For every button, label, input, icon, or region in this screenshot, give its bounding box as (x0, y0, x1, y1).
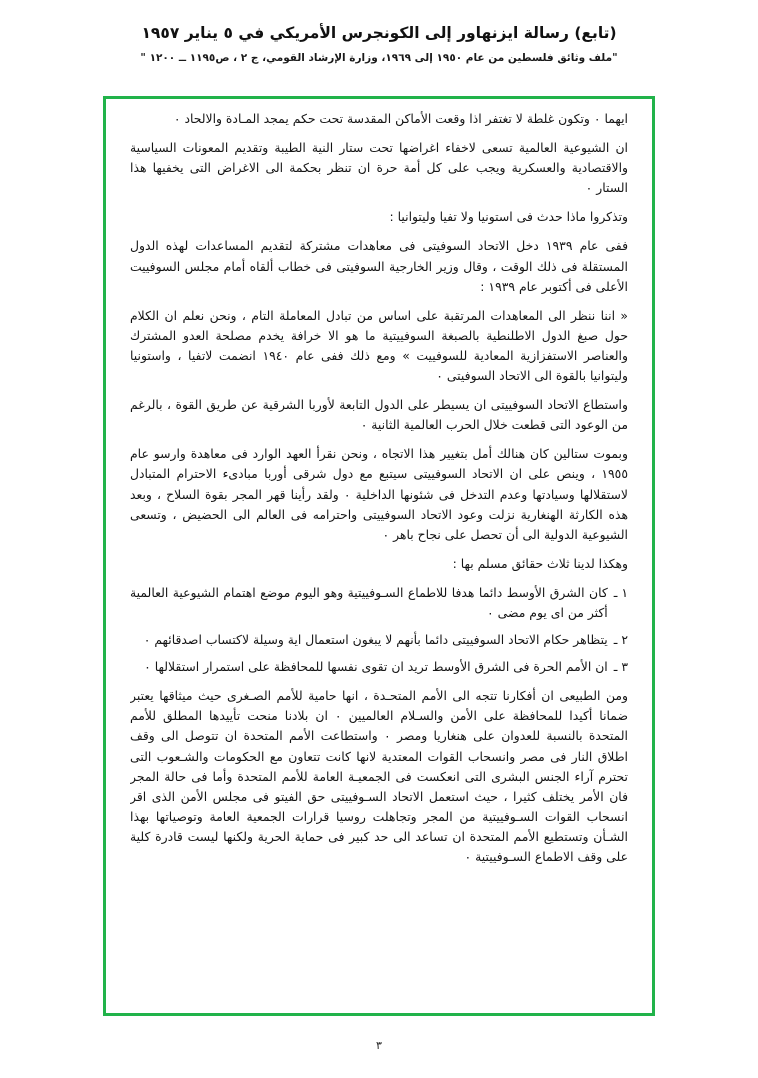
list-item-text: يتظاهر حكام الاتحاد السوفييتى دائما بأنهم لا يبغون استعمال اية وسيلة لاكتساب اصدقائهم ٠ (143, 632, 608, 648)
paragraph: ان الشيوعية العالمية تسعى لاخفاء اغراضها تحت ستار النية الطيبة وتقديم المعونات السياسية والاقتصادية والعسكرية ويجب على كل أمة حرة ان تنظر بحكمة الى الاغراض التى يخفيها هذا الستار ٠ (130, 140, 628, 196)
paragraph: وتذكروا ماذا حدث فى استونيا ولا تفيا وليتوانيا : (389, 209, 628, 225)
document-source-note: "ملف وثائق فلسطين من عام ١٩٥٠ إلى ١٩٦٩، وزارة الإرشاد القومي، ج ٢ ، ص١١٩٥ ــ ١٢٠٠ " (140, 52, 618, 65)
list-item-marker: ١ ـ (613, 584, 628, 600)
numbered-list (130, 583, 628, 677)
paragraph: وهكذا لدينا ثلاث حقائق مسلم بها : (452, 555, 628, 571)
list-item-text: كان الشرق الأوسط دائما هدفا للاطماع السـوفييتية وهو اليوم موضع اهتمام الشيوعية العالمية أكثر من اى يوم مضى ٠ (130, 584, 608, 620)
paragraph: ومن الطبيعى ان أفكارنا تتجه الى الأمم المتحـدة ، انها حامية للأمم الصـغرى حيث ميثاقها يعتبر ضمانا أكيدا للمحافظة على الأمن والسـلام العالميين ٠ ان بلادنا منحت تأييدها المطلق للأمم المتحدة بالنسبة للعدوان على هنغاريا ومصر ٠ واستطاعت الأمم المتحدة ان تتوصل الى وقف اطلاق النار فى مصر وانسحاب القوات المعتدية لانها كانت تتعاون مع الحكومات والشـعوب التى تحترم آراء الجنس البشرى التى انعكست فى الجمعيـة العامة للأمم المتحدة وأما فى حالة المجر فان الأمر يختلف كثيرا ، حيث استعمل الاتحاد السـوفييتى حق الفيتو فى مجلس الأمن الذى اقر انسحاب القوات السـوفييتية من المجر وتجاهلت روسيا قرارات الجمعية العامة وتوصياتها بهذا الشـأن وتستطيع الأمم المتحدة ان تساعد الى حد كبير فى حماية الحرية ولكنها ليست قادرة كلية على وقف الاطماع السـوفييتية ٠ (130, 688, 628, 864)
document-body (130, 107, 628, 1005)
list-item-marker: ٢ ـ (613, 632, 628, 648)
paragraph: واستطاع الاتحاد السوفييتى ان يسيطر على الدول التابعة لأوربا الشرقية عن طريق القوة ، بالرغم من الوعود التى قطعت خلال الحرب العالمية الثانية ٠ (130, 397, 628, 433)
document-title: (تابع) رسالة ايزنهاور إلى الكونجرس الأمريكي في ٥ يناير ١٩٥٧ (141, 24, 617, 42)
paragraph: ايهما ٠ وتكون غلطة لا تغتفر اذا وقعت الأماكن المقدسة تحت حكم يمجد المـادة والالحاد ٠ (173, 111, 628, 126)
list-item (130, 630, 628, 650)
quoted-passage: « اننا ننظر الى المعاهدات المرتقبة على اساس من تبادل المعاملة التام ، ونحن نعلم ان الكلام حول صبغ الدول الاطلنطية بالصبغة السوفييتية ما هو الا خرافة يخدم مصلحة العدو المشترك والعناصر الاستفزازية المعادية للسوفييت » ومع ذلك ففى عام ١٩٤٠ انضمت لاتفيا ، واستونيا وليتوانيا بالقوة الى الاتحاد السوفيتى ٠ (130, 307, 628, 384)
paragraph: ففى عام ١٩٣٩ دخل الاتحاد السوفيتى فى معاهدات مشتركة لتقديم المساعدات لهذه الدول المستقلة فى ذلك الوقت ، وقال وزير الخارجية السوفيتى فى خطاب ألقاه أمام مجلس السوفييت الأعلى فى أكتوبر عام ١٩٣٩ : (130, 238, 628, 294)
list-item-marker: ٣ ـ (613, 659, 628, 675)
content-frame (103, 96, 655, 1016)
page-header (0, 0, 758, 64)
page-number: ٣ (376, 1039, 382, 1052)
list-item (130, 583, 628, 623)
paragraph: وبموت ستالين كان هنالك أمل بتغيير هذا الاتجاه ، ونحن نقرأ العهد الوارد فى معاهدة وارسو عام ١٩٥٥ ، وينص على ان الاتحاد السوفييتى سيتبع مع دول شرقى أوربا مبادىء الاحترام المتبادل لاستقلالها وسيادتها وعدم التدخل فى شئونها الداخلية ٠ ولقد رأينا قهر المجر بقوة السلاح ، وبعد هذه الكارثة الهنغارية نزلت وعود الاتحاد السوفييتى واحترامه فى العالم الى الحضيض ، وتسعى الشيوعية الدولية الى أن تحصل على نجاح باهر ٠ (130, 446, 628, 542)
list-item (130, 657, 628, 677)
list-item-text: ان الأمم الحرة فى الشرق الأوسط تريد ان تقوى نفسها للمحافظة على استمرار استقلالها ٠ (144, 659, 608, 675)
